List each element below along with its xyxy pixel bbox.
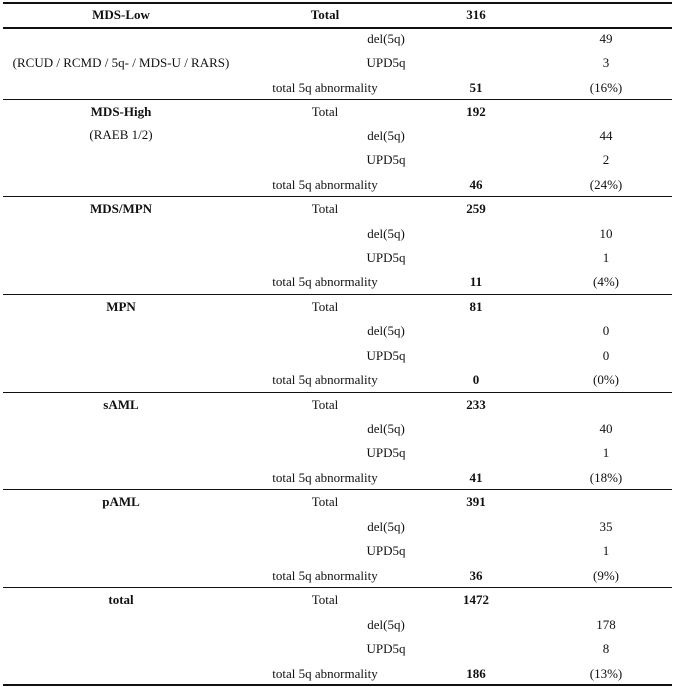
abnormality-label: total 5q abnormality — [272, 274, 378, 289]
table-row — [0, 246, 675, 270]
table-row — [0, 515, 675, 539]
group-name: MDS-Low — [92, 7, 150, 22]
table-row — [0, 295, 675, 319]
abnormality-percent: (16%) — [589, 80, 623, 95]
table-row — [0, 539, 675, 563]
abnormality-percent: (0%) — [593, 372, 619, 387]
group-name: total — [108, 592, 134, 607]
total-label: Total — [311, 201, 339, 216]
abnormality-label: total 5q abnormality — [272, 372, 378, 387]
table-row — [0, 27, 675, 51]
table-row — [0, 441, 675, 465]
upd5q-count: 0 — [602, 348, 610, 363]
abnormality-count: 51 — [469, 80, 483, 95]
table-row — [0, 564, 675, 588]
upd5q-count: 1 — [602, 250, 610, 265]
abnormality-label: total 5q abnormality — [272, 470, 378, 485]
total-count: 233 — [466, 397, 486, 412]
total-count: 1472 — [463, 592, 489, 607]
table-row — [0, 490, 675, 514]
upd5q-label: UPD5q — [366, 250, 406, 265]
del5q-label: del(5q) — [367, 617, 405, 632]
del5q-count: 178 — [596, 617, 616, 632]
del5q-label: del(5q) — [367, 519, 405, 534]
table-row — [0, 270, 675, 294]
abnormality-label: total 5q abnormality — [272, 568, 378, 583]
group-name: MDS/MPN — [89, 201, 153, 216]
table-row — [0, 100, 675, 124]
upd5q-count: 8 — [602, 641, 610, 656]
abnormality-percent: (24%) — [589, 177, 623, 192]
total-label: Total — [311, 494, 339, 509]
abnormality-label: total 5q abnormality — [272, 177, 378, 192]
total-count: 316 — [466, 7, 486, 22]
abnormality-percent: (18%) — [589, 470, 623, 485]
upd5q-label: UPD5q — [366, 348, 406, 363]
upd5q-count: 1 — [602, 445, 610, 460]
abnormality-percent: (4%) — [593, 274, 619, 289]
abnormality-label: total 5q abnormality — [272, 80, 378, 95]
table-row — [0, 417, 675, 441]
table-row — [0, 344, 675, 368]
upd5q-label: UPD5q — [366, 445, 406, 460]
abnormality-percent: (9%) — [593, 568, 619, 583]
group-name: pAML — [102, 494, 140, 509]
abnormality-count: 46 — [469, 177, 483, 192]
table-row — [0, 148, 675, 172]
del5q-count: 35 — [599, 519, 613, 534]
upd5q-label: UPD5q — [366, 543, 406, 558]
total-label: Total — [311, 592, 339, 607]
table-row — [0, 637, 675, 661]
table-row — [0, 76, 675, 100]
del5q-label: del(5q) — [367, 226, 405, 241]
del5q-count: 44 — [599, 128, 613, 143]
table-row — [0, 3, 675, 27]
group-name: MPN — [106, 299, 136, 314]
table-row — [0, 51, 675, 75]
total-label: Total — [310, 7, 340, 22]
abnormality-count: 36 — [469, 568, 483, 583]
table-row — [0, 222, 675, 246]
del5q-label: del(5q) — [367, 323, 405, 338]
del5q-label: del(5q) — [367, 31, 405, 46]
upd5q-label: UPD5q — [366, 641, 406, 656]
abnormality-count: 11 — [469, 274, 483, 289]
total-count: 391 — [466, 494, 486, 509]
table-row — [0, 466, 675, 490]
table-row — [0, 124, 675, 148]
total-label: Total — [311, 104, 339, 119]
table-row — [0, 319, 675, 343]
table-row — [0, 613, 675, 637]
upd5q-label: UPD5q — [366, 55, 406, 70]
abnormality-count: 41 — [469, 470, 483, 485]
table-row — [0, 197, 675, 221]
group-subtitle: (RAEB 1/2) — [89, 127, 153, 142]
del5q-label: del(5q) — [367, 421, 405, 436]
upd5q-count: 1 — [602, 543, 610, 558]
table-bottom-rule — [3, 684, 672, 686]
del5q-count: 0 — [602, 323, 610, 338]
del5q-count: 10 — [599, 226, 613, 241]
upd5q-count: 3 — [602, 55, 610, 70]
table-row — [0, 393, 675, 417]
total-count: 192 — [466, 104, 486, 119]
del5q-label: del(5q) — [367, 128, 405, 143]
group-name: MDS-High — [90, 104, 152, 119]
table-row — [0, 173, 675, 197]
abnormality-label: total 5q abnormality — [272, 666, 378, 681]
total-count: 259 — [466, 201, 486, 216]
total-count: 81 — [469, 299, 483, 314]
table-row — [0, 368, 675, 392]
abnormality-percent: (13%) — [589, 666, 623, 681]
group-name: sAML — [103, 397, 139, 412]
table-row — [0, 662, 675, 686]
upd5q-count: 2 — [602, 152, 610, 167]
upd5q-label: UPD5q — [366, 152, 406, 167]
abnormality-count: 0 — [472, 372, 480, 387]
abnormality-count: 186 — [466, 666, 486, 681]
group-subtitle: (RCUD / RCMD / 5q- / MDS-U / RARS) — [12, 55, 230, 70]
del5q-count: 40 — [599, 421, 613, 436]
total-label: Total — [311, 299, 339, 314]
total-label: Total — [311, 397, 339, 412]
del5q-count: 49 — [599, 31, 613, 46]
table-row — [0, 588, 675, 612]
